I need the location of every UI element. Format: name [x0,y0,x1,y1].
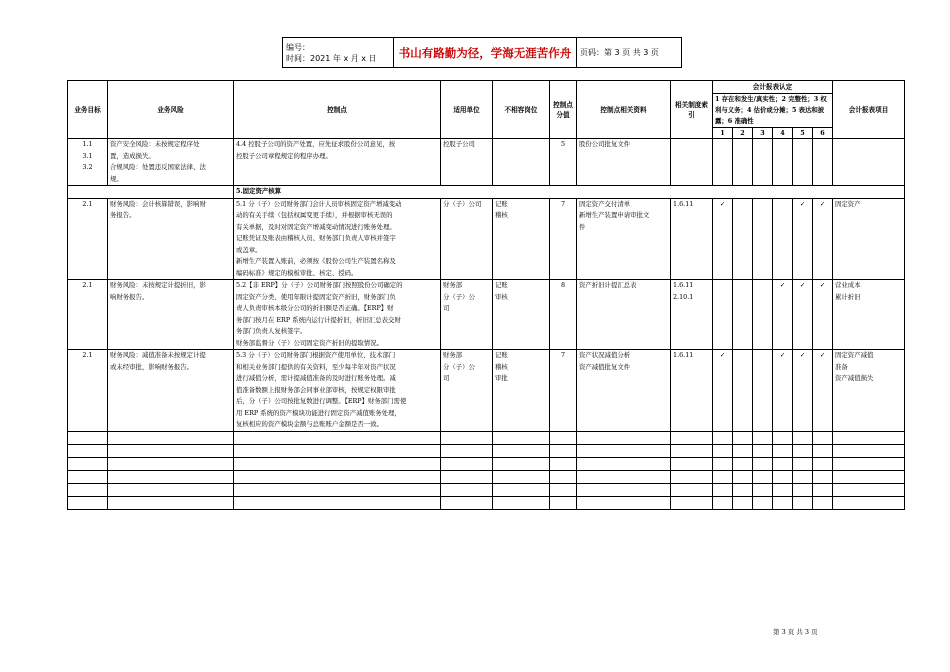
blank-row [68,431,905,444]
unit-line: 分（子）公司 [443,199,482,208]
control-line: 务部门负责人复核签字。 [236,327,307,335]
header-motto: 书山有路勤为径，学海无涯苦作舟 [394,38,577,68]
cert-num-3: 3 [753,128,773,139]
blank-cell [671,457,713,470]
blank-cell [493,470,550,483]
cell-control [234,198,441,280]
cell-materials [577,198,671,280]
cell-goal [68,280,108,350]
cell-c2 [733,198,753,280]
incompatible-line: 稽核 [495,362,508,371]
cell-control [234,350,441,432]
blank-cell [773,444,793,457]
unit-line: 控股子公司 [443,140,475,148]
blank-cell [550,444,577,457]
blank-cell [813,483,833,496]
unit-line: 司 [443,304,450,312]
cell-score: 8 [550,280,577,350]
cell-c3 [753,350,773,432]
risk-line: 置，造成损失。 [110,151,155,160]
cell-materials [577,139,671,186]
cell-score: 7 [550,198,577,280]
incompatible-line: 审核 [495,292,508,301]
materials-line: 新增生产装置申请审批文 [579,211,650,219]
cell-materials [577,350,671,432]
index-line: 1.6.11 [673,281,694,289]
blank-cell [773,496,793,509]
blank-cell [773,431,793,444]
col-cert-title: 会计报表认定 [713,81,833,94]
document-header [282,37,682,68]
table-row [68,350,905,432]
control-line: 5.1 分（子）公司财务部门会计人员审核固定资产增减变动 [236,199,402,208]
items-line: 固定资产 [835,199,861,208]
blank-cell [733,470,753,483]
cell-c5 [793,139,813,186]
blank-cell [68,457,108,470]
table-row [68,198,905,280]
control-line: 责人负责审核本级分公司的折旧额是否正确。【ERP】财 [236,304,394,312]
materials-line: 股份公司批复文件 [579,140,631,148]
items-line: 固定资产减值 [835,351,874,359]
blank-cell [108,470,234,483]
cell-c2 [733,139,753,186]
cell-c4 [773,139,793,186]
control-line: 4.4 控股子公司的资产处置，应先征求股份公司意见，按 [236,140,396,148]
section-row [68,186,905,199]
number-label: 编号： [286,42,310,52]
blank-cell [550,496,577,509]
risk-line: 财务风险：会计核算错误，影响财 [110,199,206,208]
header-meta [283,38,394,68]
blank-cell [234,431,441,444]
cell-c4: ✓ [773,280,793,350]
table-row [68,280,905,350]
blank-cell [793,483,813,496]
control-line: 务部门按月在 ERP 系统内运行计提折旧，折旧汇总表交财 [236,315,401,324]
cert-num-4: 4 [773,128,793,139]
risk-line: 合规风险：处置违反国家法律、法 [110,163,206,171]
col-incompatible: 不相容岗位 [493,81,550,139]
incompatible-line: 记账 [495,351,508,359]
blank-cell [833,444,905,457]
cell-incompatible [493,350,550,432]
goal-line: 3.1 [82,151,93,160]
risk-line: 财务风险：未按规定计提折旧，影 [110,281,206,289]
unit-line: 分（子）公 [443,292,475,301]
col-risk: 业务风险 [108,81,234,139]
control-line: 固定资产分类、使用年限计提固定资产折旧，财务部门负 [236,292,396,301]
blank-cell [234,470,441,483]
control-line: 5.3 分（子）公司财务部门根据资产使用单位、技术部门 [236,351,396,359]
blank-cell [813,431,833,444]
blank-cell [833,470,905,483]
blank-cell [234,496,441,509]
unit-line: 分（子）公 [443,362,475,371]
blank-cell [68,470,108,483]
cell-c4 [773,198,793,280]
blank-cell [577,444,671,457]
blank-cell [713,496,733,509]
col-system-index: 相关制度索引 [671,81,713,139]
cell-items [833,198,905,280]
cell-materials [577,280,671,350]
control-line: 和相关业务部门提供的有关资料，至少每半年对资产状况 [236,362,396,371]
blank-cell [793,470,813,483]
cell-incompatible [493,198,550,280]
blank-cell [813,496,833,509]
blank-cell [493,457,550,470]
goal-line: 1.1 [82,140,93,148]
cell-goal [68,350,108,432]
blank-cell [493,483,550,496]
blank-cell [753,470,773,483]
blank-cell [773,470,793,483]
blank-cell [577,496,671,509]
incompatible-line: 记账 [495,281,508,289]
blank-row [68,457,905,470]
cell-c3 [753,280,773,350]
blank-cell [68,431,108,444]
cell-c2 [733,280,753,350]
control-line: 值准备数额上报财务部会同事业部审核，按规定权限审批 [236,385,396,394]
blank-cell [441,457,493,470]
cell-control [234,139,441,186]
cell-c3 [753,198,773,280]
blank-cell [813,470,833,483]
control-line: 进行减值分析，需计提减值准备的及时进行账务处理。减 [236,374,396,382]
control-line: 财务部监督分（子）公司固定资产折旧的提取情况。 [236,338,383,347]
cert-num-1: 1 [713,128,733,139]
blank-cell [577,457,671,470]
cell-index [671,198,713,280]
control-line: 复核相应的资产模块金额与总账账户金额是否一致。 [236,420,383,428]
goal-line: 2.1 [82,351,93,359]
blank-cell [773,483,793,496]
cell-incompatible [493,139,550,186]
items-line: 累计折旧 [835,292,861,301]
cert-num-6: 6 [813,128,833,139]
blank-cell [753,444,773,457]
blank-cell [577,483,671,496]
table-row [68,139,905,186]
cell-risk [108,280,234,350]
cell-score: 7 [550,350,577,432]
page-footer: 第 3 页 共 3 页 [773,628,818,636]
header-page: 页码：第 3 页 共 3 页 [577,38,682,68]
blank-cell [441,470,493,483]
time-label: 时间：2021 年 x 月 x 日 [286,53,377,63]
blank-cell [713,457,733,470]
cell-c1 [713,280,733,350]
blank-cell [493,444,550,457]
cell-c1: ✓ [713,350,733,432]
control-line: 动的有关手续（包括权属变更手续），并根据审核无误的 [236,211,393,219]
risk-line: 或未经审批，影响财务报告。 [110,362,194,371]
blank-cell [753,483,773,496]
cell-c5: ✓ [793,350,813,432]
cell-c1 [713,139,733,186]
materials-line: 固定资产交付清单 [579,199,631,208]
risk-line: 资产安全风险：未按规定程序处 [110,140,200,148]
materials-line: 资产减值批复文件 [579,362,631,371]
blank-cell [713,431,733,444]
unit-line: 财务部 [443,281,463,289]
control-line: 编码标准》规定的模板审批、核定、授码。 [236,268,358,277]
control-line: 记账凭证及账表由稽核人员、财务部门负责人审核并签字 [236,234,396,242]
blank-cell [493,496,550,509]
materials-line: 件 [579,222,586,231]
blank-cell [733,496,753,509]
blank-cell [713,444,733,457]
blank-cell [108,496,234,509]
cell-c3 [753,139,773,186]
blank-cell [671,496,713,509]
index-line: 2.10.1 [673,292,694,301]
cell-c6 [813,139,833,186]
risk-line: 财务风险：减值准备未按规定计提 [110,351,206,359]
col-items: 会计报表项目 [833,81,905,139]
cell-unit [441,198,493,280]
blank-row [68,470,905,483]
cell-index [671,280,713,350]
cell-c1: ✓ [713,198,733,280]
col-materials: 控制点相关资料 [577,81,671,139]
blank-cell [753,457,773,470]
risk-line: 响财务报告。 [110,292,149,301]
blank-cell [671,470,713,483]
col-control: 控制点 [234,81,441,139]
cell-c6: ✓ [813,198,833,280]
cell-unit [441,350,493,432]
goal-line: 2.1 [82,281,93,289]
blank-cell [671,444,713,457]
cert-num-2: 2 [733,128,753,139]
blank-cell [441,496,493,509]
blank-cell [577,470,671,483]
cell-items [833,280,905,350]
unit-line: 司 [443,374,450,382]
blank-cell [753,431,773,444]
blank-cell [441,483,493,496]
blank-cell [733,457,753,470]
cell-c4: ✓ [773,350,793,432]
index-line: 1.6.11 [673,199,694,208]
blank-cell [234,457,441,470]
blank-cell [441,431,493,444]
control-line: 或盖章。 [236,245,262,254]
blank-cell [833,496,905,509]
blank-cell [577,431,671,444]
control-line: 后，分（子）公司按批复数进行调整。【ERP】财务部门需使 [236,397,407,405]
cell-risk [108,139,234,186]
incompatible-line: 审批 [495,374,508,382]
col-goal: 业务目标 [68,81,108,139]
items-line: 资产减值损失 [835,374,874,382]
blank-cell [773,457,793,470]
risk-line: 规。 [110,174,123,183]
cell-index [671,139,713,186]
blank-cell [793,431,813,444]
cell-incompatible [493,280,550,350]
unit-line: 财务部 [443,351,463,359]
col-unit: 适用单位 [441,81,493,139]
cell-items [833,350,905,432]
blank-cell [813,444,833,457]
cell-risk [108,350,234,432]
blank-cell [493,431,550,444]
blank-cell [108,457,234,470]
blank-cell [733,431,753,444]
cell-control [234,280,441,350]
blank-cell [550,483,577,496]
cell-risk [108,198,234,280]
materials-line: 资产状况减值分析 [579,351,631,359]
blank-cell [234,483,441,496]
blank-cell [68,444,108,457]
blank-cell [671,431,713,444]
blank-cell [793,457,813,470]
control-line: 新增生产装置入账前，必须按《股份公司生产装置名称及 [236,257,396,265]
cell-c2 [733,350,753,432]
blank-cell [713,483,733,496]
cell-unit [441,280,493,350]
blank-cell [713,470,733,483]
blank-cell [793,496,813,509]
blank-cell [733,444,753,457]
cell-score: 5 [550,139,577,186]
risk-line: 务报告。 [110,211,136,219]
blank-cell [793,444,813,457]
blank-cell [550,457,577,470]
blank-cell [108,431,234,444]
blank-cell [833,457,905,470]
blank-cell [108,483,234,496]
blank-row [68,483,905,496]
control-matrix-table [67,80,905,510]
blank-cell [108,444,234,457]
blank-cell [550,431,577,444]
section-blank [68,186,234,199]
cell-unit [441,139,493,186]
blank-row [68,496,905,509]
goal-line: 2.1 [82,199,93,208]
blank-cell [671,483,713,496]
incompatible-line: 稽核 [495,211,508,219]
blank-cell [68,496,108,509]
items-line: 营业成本 [835,281,861,289]
cell-c6: ✓ [813,280,833,350]
cell-index [671,350,713,432]
blank-cell [753,496,773,509]
cell-c6: ✓ [813,350,833,432]
index-line: 1.6.11 [673,351,694,359]
blank-cell [234,444,441,457]
control-line: 控股子公司章程规定的程序办理。 [236,151,332,160]
cell-c5: ✓ [793,198,813,280]
col-cert-desc: 1 存在和发生/真实性；2 完整性；3 权利与义务；4 估价或分摊；5 表达和披露；6 准确性 [713,94,833,128]
cell-c5: ✓ [793,280,813,350]
cell-goal [68,139,108,186]
cert-num-5: 5 [793,128,813,139]
blank-cell [833,431,905,444]
items-line: 准备 [835,362,848,371]
control-line: 用 ERP 系统的资产模块功能进行固定资产减值账务处理， [236,408,401,417]
materials-line: 资产折旧计提汇总表 [579,281,637,289]
blank-cell [733,483,753,496]
blank-cell [813,457,833,470]
control-line: 5.2【非 ERP】分（子）公司财务部门按照股份公司确定的 [236,281,403,289]
blank-cell [441,444,493,457]
header-row-1 [68,81,905,94]
goal-line: 3.2 [82,163,93,171]
incompatible-line: 记账 [495,199,508,208]
section-title: 5.固定资产核算 [234,186,905,199]
cell-goal [68,198,108,280]
blank-cell [68,483,108,496]
blank-cell [833,483,905,496]
blank-row [68,444,905,457]
control-line: 有关单据，及时对固定资产增减变动情况进行账务处理。 [236,222,396,231]
blank-cell [550,470,577,483]
col-score: 控制点分值 [550,81,577,139]
cell-items [833,139,905,186]
